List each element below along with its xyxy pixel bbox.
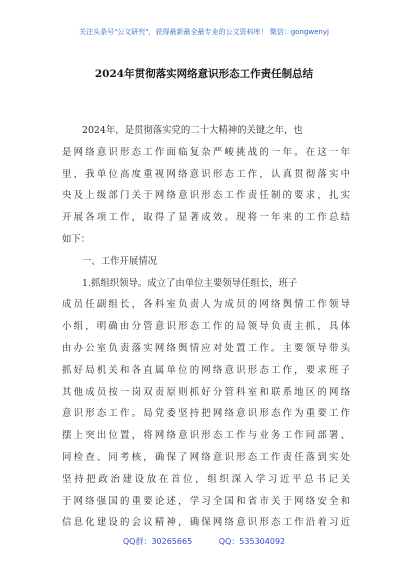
body-line: 其他成员按一岗双责原则抓好分管科室和联系地区的网络 xyxy=(62,386,350,398)
footer-contact xyxy=(0,536,408,547)
body-line: 抓好局机关和各直属单位的网络意识形态工作，要求班子 xyxy=(62,364,350,376)
body-line: 开展各项工作，取得了显著成效。现将一年来的工作总结 xyxy=(62,212,350,224)
footer-qq-group: QQ群：30265665 xyxy=(122,537,193,546)
body-line: 坚持把政治建设放在首位，组织深入学习近平总书记关 xyxy=(62,473,350,485)
body-line: 意识形态工作。局党委坚持把网络意识形态作为重要工作 xyxy=(62,408,350,420)
body-line: 于网络强国的重要论述，学习全国和省市关于网络安全和 xyxy=(62,495,350,507)
body-line: 由办公室负责落实网络舆情应对处置工作。主要领导带头 xyxy=(62,342,350,354)
body-line: 信息化建设的会议精神，确保网络意识形态工作沿着习近 xyxy=(62,517,350,529)
document-body xyxy=(62,120,350,534)
body-line: 同检查、同考核，确保了网络意识形态工作责任落到实处 xyxy=(62,451,350,463)
body-line: 小组，明确由分管意识形态工作的局领导负责主抓，具体 xyxy=(62,321,350,333)
section-heading: 一、工作开展情况 xyxy=(82,255,158,267)
body-line: 如下： xyxy=(62,233,91,245)
body-line: 是网络意识形态工作面临复杂严峻挑战的一年。在这一年 xyxy=(62,146,350,158)
body-line: 成员任副组长，各科室负责人为成员的网络舆情工作领导 xyxy=(62,299,350,311)
page-title: 2024年贯彻落实网络意识形态工作责任制总结 xyxy=(94,68,314,80)
footer-qq: QQ：535304092 xyxy=(218,537,286,546)
body-line: 央及上级部门关于网络意识形态工作责任制的要求，扎实 xyxy=(62,190,350,202)
body-line: 里，我单位高度重视网络意识形态工作，认真贯彻落实中 xyxy=(62,168,350,180)
body-line: 1.抓组织领导。成立了由单位主要领导任组长，班子 xyxy=(82,277,298,289)
header-banner: 关注头条号"公文研究"，获得最新最全最专业的公文资料库！ 微信：gongwenyj xyxy=(79,28,329,36)
body-line: 摆上突出位置，将网络意识形态工作与业务工作同部署、 xyxy=(62,430,350,442)
body-line: 2024年，是贯彻落实党的二十大精神的关键之年，也 xyxy=(82,125,303,136)
